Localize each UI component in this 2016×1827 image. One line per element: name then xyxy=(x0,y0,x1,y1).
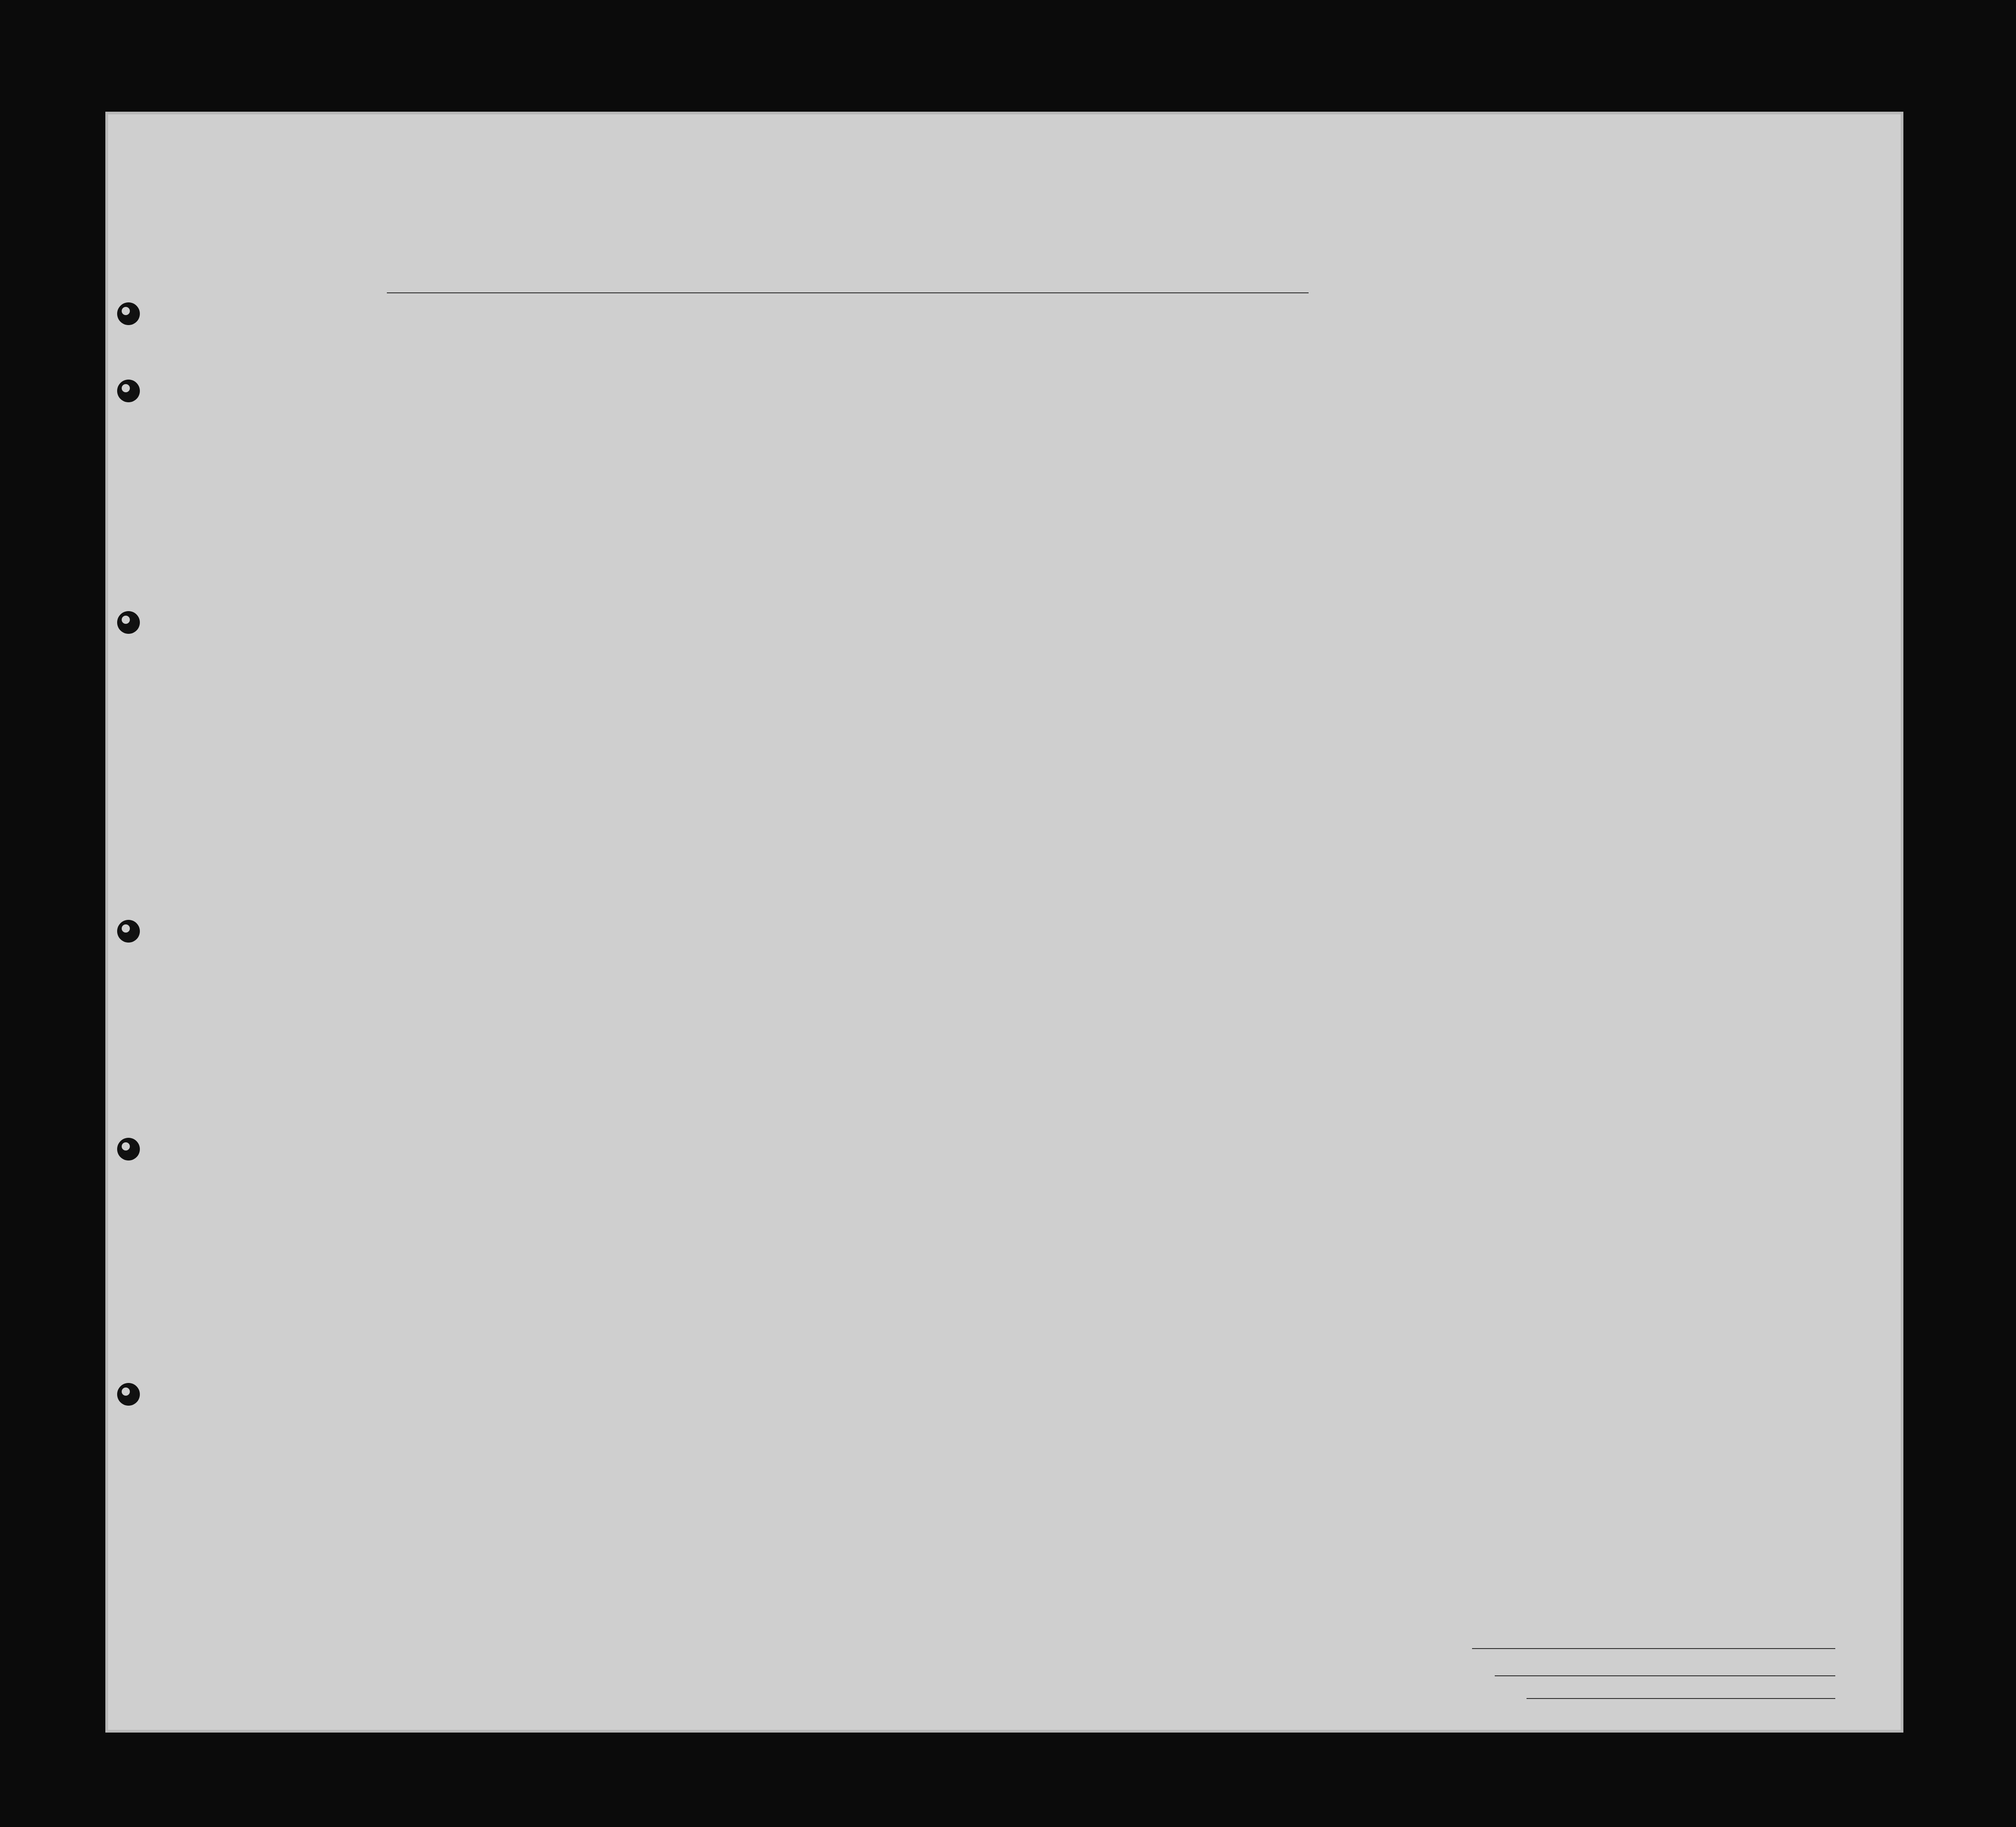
manifest-footer xyxy=(105,1603,1903,1733)
manifest-table xyxy=(105,314,1903,1603)
date-underline xyxy=(877,292,1309,293)
line-underline xyxy=(1472,1648,1835,1649)
agents-underline xyxy=(1527,1698,1835,1699)
owners-underline xyxy=(1495,1675,1835,1676)
manifest-page xyxy=(105,112,1903,1733)
